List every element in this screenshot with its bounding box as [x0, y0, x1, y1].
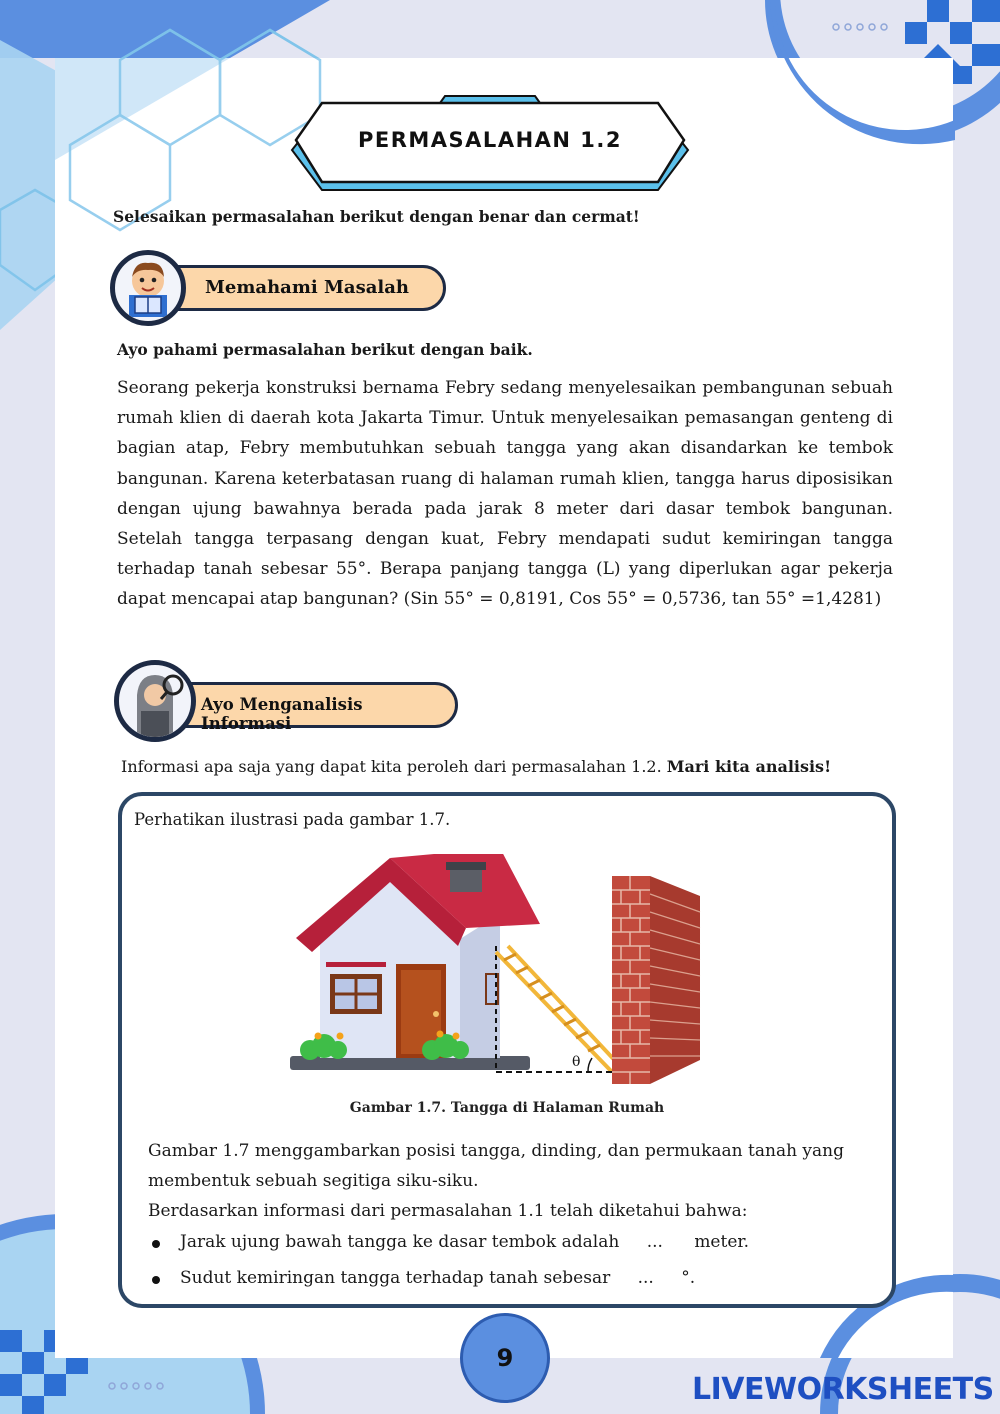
problem-paragraph: Seorang pekerja konstruksi bernama Febry sedang menyelesaikan pembangunan sebuah rumah klien di daerah kota Jakarta Timur. Untuk menyelesaikan pemasangan genteng di bagian atap, Febry membutuhkan sebuah tangga yang akan disandarkan ke tembok bangunan. Karena keterbatasan ruang di halaman rumah klien, tangga harus diposisikan dengan ujung bawahnya berada pada jarak 8 meter dari dasar tembok bangunan. Setelah tangga terpasang dengan kuat, Febry mendapati sudut kemiringan tangga terhadap tanah sebesar 55°. Berapa panjang tangga (L) yang diperlukan agar pekerja dapat mencapai atap bangunan? (Sin 55° = 0,8191, Cos 55° = 0,5736, tan 55° =1,4281): [117, 378, 893, 610]
analysis-intro-text: Informasi apa saja yang dapat kita peroleh dari permasalahan 1.2.: [121, 757, 662, 776]
analysis-intro: [121, 757, 831, 776]
reading-boy-avatar: [110, 250, 186, 326]
bullet-dot: [152, 1276, 160, 1284]
box-paragraph-2: Berdasarkan informasi dari permasalahan 1.1 telah diketahui bahwa:: [148, 1201, 748, 1221]
section-label-memahami-text: Memahami Masalah: [205, 277, 409, 298]
bullet-angle-prefix: Sudut kemiringan tangga terhadap tanah sebesar: [180, 1268, 611, 1288]
section1-lead: Ayo pahami permasalahan berikut dengan baik.: [117, 340, 533, 359]
page-title: PERMASALAHAN 1.2: [358, 128, 622, 152]
instruction-text: Selesaikan permasalahan berikut dengan benar dan cermat!: [113, 207, 640, 226]
bullet-distance-suffix: meter.: [694, 1232, 750, 1252]
logo-text: LIVEWORKSHEETS: [692, 1372, 994, 1407]
bullet-angle-text: [180, 1268, 695, 1288]
magnifier-girl-icon: [119, 665, 191, 737]
angle-theta-label: θ: [572, 1054, 581, 1070]
figure-house-ladder-wall: [290, 854, 710, 1084]
analysis-box: [118, 792, 896, 1308]
bullet-angle-suffix: °.: [681, 1268, 696, 1288]
analysis-intro-bold: Mari kita analisis!: [666, 757, 832, 776]
bullet-distance-prefix: Jarak ujung bawah tangga ke dasar tembok adalah: [180, 1232, 620, 1252]
ladder: [496, 946, 620, 1072]
detective-girl-avatar: [114, 660, 196, 742]
liveworksheets-logo: [692, 1372, 994, 1407]
page-number: 9: [460, 1313, 550, 1403]
title-banner: [290, 94, 690, 194]
box-heading: Perhatikan ilustrasi pada gambar 1.7.: [134, 810, 451, 829]
bullet-angle-blank[interactable]: ...: [637, 1268, 654, 1288]
section-label-memahami: [150, 265, 446, 311]
bullet-dot: [152, 1240, 160, 1248]
box-paragraph-1: Gambar 1.7 menggambarkan posisi tangga, dinding, dan permukaan tanah yang membentuk sebuah segitiga siku-siku.: [148, 1141, 845, 1191]
figure-caption: Gambar 1.7. Tangga di Halaman Rumah: [349, 1100, 665, 1116]
reading-boy-icon: [115, 255, 181, 321]
bullet-distance-text: [180, 1232, 749, 1252]
house-foundation: [290, 1056, 530, 1070]
brick-wall: [612, 876, 700, 1084]
section-label-menganalisis: [152, 682, 458, 733]
bullet-distance-blank[interactable]: ...: [646, 1232, 663, 1252]
section-label-menganalisis-text: Ayo Menganalisis Informasi: [201, 695, 363, 733]
